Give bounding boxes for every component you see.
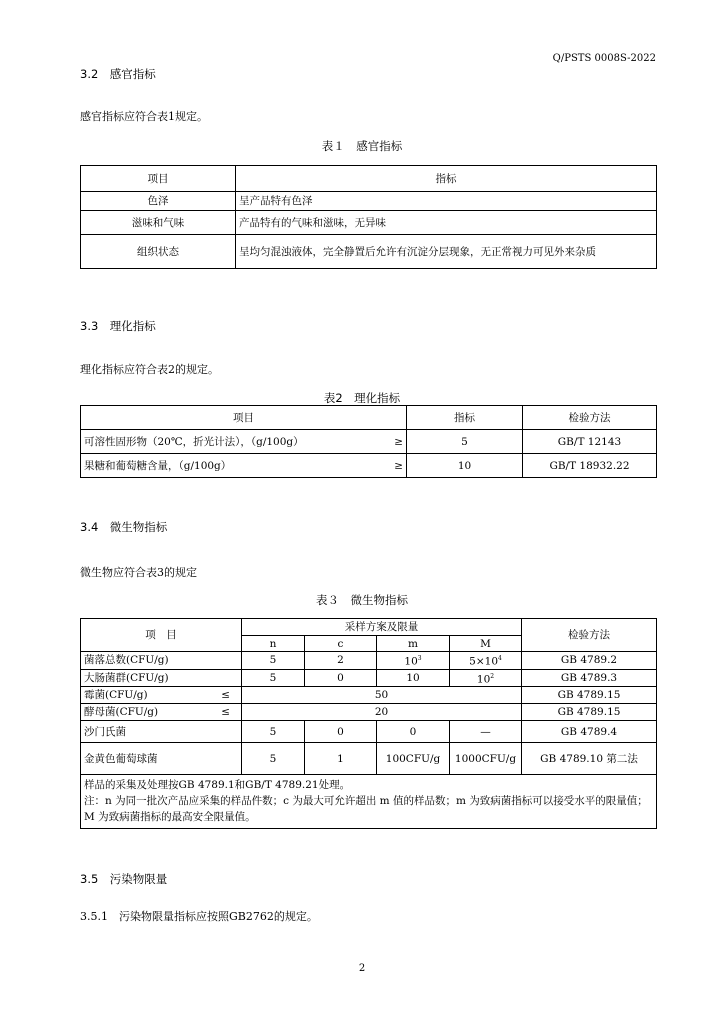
header-cell: 检验方法 xyxy=(522,619,657,652)
c-cell: 0 xyxy=(305,669,377,687)
table-row xyxy=(81,235,657,269)
table-header-row xyxy=(81,166,657,192)
section-heading-3-4: 3.4 微生物指标 xyxy=(80,520,168,534)
le-symbol: ≤ xyxy=(221,689,230,701)
section-heading-3-2: 3.2 感官指标 xyxy=(80,67,156,81)
table-row xyxy=(81,721,657,743)
table-row xyxy=(81,704,657,721)
method-cell: GB 4789.15 xyxy=(522,704,657,721)
item-cell: 金黄色葡萄球菌 xyxy=(81,743,242,775)
note-sampling: 样品的采集及处理按GB 4789.1和GB/T 4789.21处理。 xyxy=(84,779,351,791)
M-cell: 1000CFU/g xyxy=(450,743,522,775)
table-sensory xyxy=(80,165,657,269)
section-heading-3-5: 3.5 污染物限量 xyxy=(80,872,168,886)
m-cell: 10 xyxy=(377,669,450,687)
ge-symbol: ≥ xyxy=(394,459,403,472)
page-number: 2 xyxy=(358,963,366,974)
item-cell: 色泽 xyxy=(81,192,236,211)
subheader-m: m xyxy=(377,636,450,652)
M-cell: $5\times 10^4$ xyxy=(450,652,522,670)
m-cell: 0 xyxy=(377,721,450,743)
M-cell: $10^2$ xyxy=(450,669,522,687)
table-row xyxy=(81,192,657,211)
header-cell: 采样方案及限量 xyxy=(242,619,522,636)
c-cell: 2 xyxy=(305,652,377,670)
n-cell: 5 xyxy=(242,652,305,670)
table-header-row xyxy=(81,619,657,636)
subheader-n: n xyxy=(242,636,305,652)
M-cell: — xyxy=(450,721,522,743)
le-symbol: ≤ xyxy=(221,706,230,718)
index-cell: 呈产品特有色泽 xyxy=(236,192,657,211)
n-cell: 5 xyxy=(242,743,305,775)
method-cell: GB 4789.2 xyxy=(522,652,657,670)
item-cell: 大肠菌群(CFU/g) xyxy=(81,669,242,687)
item-cell: 可溶性固形物（20℃，折光计法），（g/100g） ≥ xyxy=(81,430,407,454)
index-cell: 呈均匀混浊液体，完全静置后允许有沉淀分层现象，无正常视力可见外来杂质 xyxy=(236,235,657,269)
table-2-caption: 表2 理化指标 xyxy=(323,391,401,405)
table-row xyxy=(81,430,657,454)
method-cell: GB 4789.4 xyxy=(522,721,657,743)
table-row xyxy=(81,454,657,478)
method-cell: GB 4789.10 第二法 xyxy=(522,743,657,775)
section-item-3-5-1: 3.5.1 污染物限量指标应按照GB2762的规定。 xyxy=(80,910,318,923)
table-row xyxy=(81,652,657,670)
item-cell: 菌落总数(CFU/g) xyxy=(81,652,242,670)
item-cell: 组织状态 xyxy=(81,235,236,269)
table-note xyxy=(81,775,657,829)
method-cell: GB/T 12143 xyxy=(523,430,657,454)
c-cell: 0 xyxy=(305,721,377,743)
section-intro-3-4: 微生物应符合表3的规定 xyxy=(80,566,197,579)
item-cell: 沙门氏菌 xyxy=(81,721,242,743)
header-cell: 指标 xyxy=(407,406,523,430)
table-row xyxy=(81,687,657,704)
value-cell: 10 xyxy=(407,454,523,478)
method-cell: GB/T 18932.22 xyxy=(523,454,657,478)
method-cell: GB 4789.15 xyxy=(522,687,657,704)
item-cell: 滋味和气味 xyxy=(81,211,236,235)
table-1-caption: 表１ 感官指标 xyxy=(321,139,403,153)
table-header-row xyxy=(81,406,657,430)
section-heading-3-3: 3.3 理化指标 xyxy=(80,319,156,333)
header-cell: 项目 xyxy=(81,166,236,192)
table-row xyxy=(81,743,657,775)
section-intro-3-2: 感官指标应符合表1规定。 xyxy=(80,110,208,123)
table-physicochemical xyxy=(80,405,657,478)
header-cell: 检验方法 xyxy=(523,406,657,430)
item-cell: 霉菌(CFU/g) ≤ xyxy=(81,687,242,704)
table-3-caption: 表３ 微生物指标 xyxy=(316,593,408,607)
subheader-M: M xyxy=(450,636,522,652)
m-cell: 100CFU/g xyxy=(377,743,450,775)
limit-cell: 20 xyxy=(242,704,522,721)
section-intro-3-3: 理化指标应符合表2的规定。 xyxy=(80,363,219,376)
item-cell: 果糖和葡萄糖含量，（g/100g） ≥ xyxy=(81,454,407,478)
table-note-row xyxy=(81,775,657,829)
table-row xyxy=(81,211,657,235)
limit-cell: 50 xyxy=(242,687,522,704)
header-cell: 指标 xyxy=(236,166,657,192)
subheader-c: c xyxy=(305,636,377,652)
header-cell: 项目 xyxy=(81,406,407,430)
value-cell: 5 xyxy=(407,430,523,454)
method-cell: GB 4789.3 xyxy=(522,669,657,687)
n-cell: 5 xyxy=(242,669,305,687)
header-cell: 项 目 xyxy=(81,619,242,652)
table-row xyxy=(81,669,657,687)
item-cell: 酵母菌(CFU/g) ≤ xyxy=(81,704,242,721)
index-cell: 产品特有的气味和滋味，无异味 xyxy=(236,211,657,235)
c-cell: 1 xyxy=(305,743,377,775)
note-definitions: 注：n 为同一批次产品应采集的样品件数；c 为最大可允许超出 m 值的样品数；m 为致病菌指标可以接受水平的限量值；M 为致病菌指标的最高安全限量值。 xyxy=(84,795,648,823)
m-cell: $10^3$ xyxy=(377,652,450,670)
table-microbial xyxy=(80,618,657,829)
ge-symbol: ≥ xyxy=(394,435,403,448)
document-code: Q/PSTS 0008S-2022 xyxy=(552,53,656,64)
n-cell: 5 xyxy=(242,721,305,743)
